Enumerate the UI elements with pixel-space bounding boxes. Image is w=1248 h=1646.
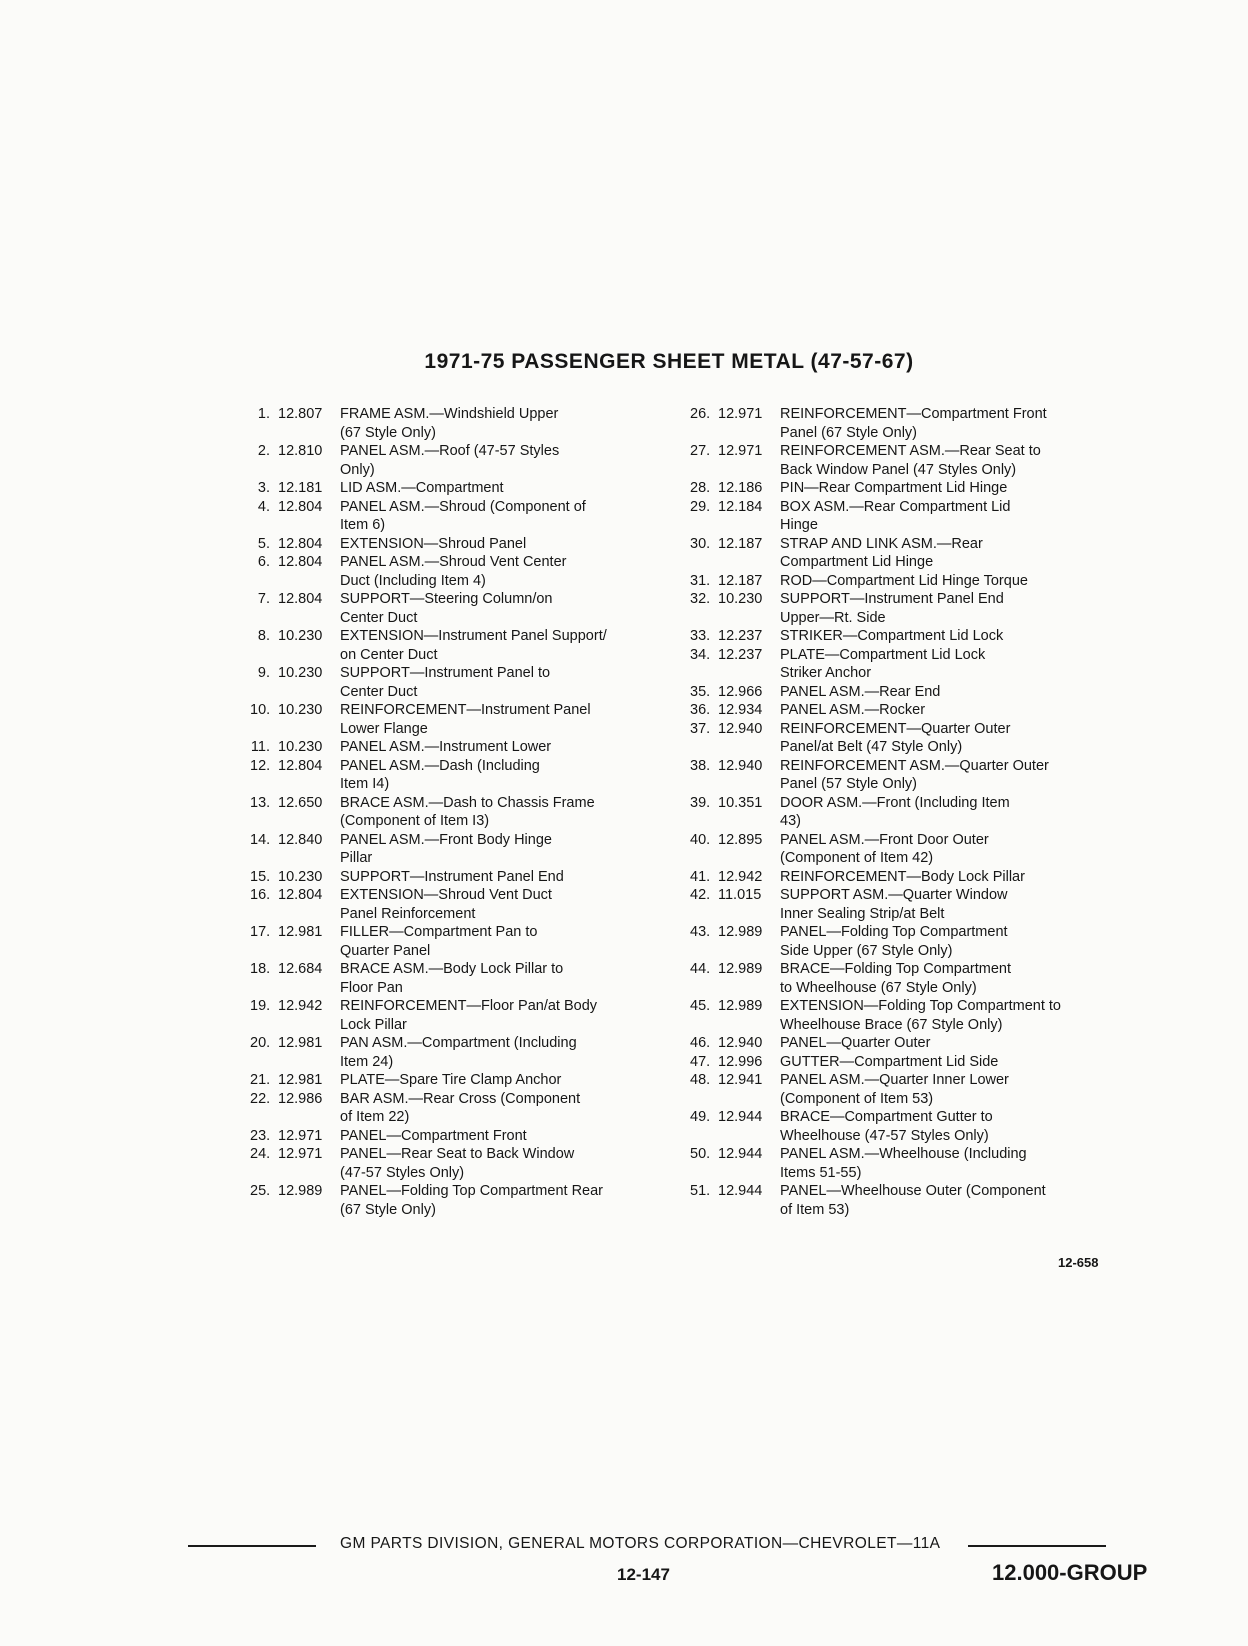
parts-list-item bbox=[690, 831, 1110, 868]
parts-list-item bbox=[250, 997, 670, 1034]
parts-list-item bbox=[250, 1034, 670, 1071]
item-group-code: 12.981 bbox=[278, 1072, 323, 1088]
parts-list-item bbox=[250, 498, 670, 535]
item-description: EXTENSION—Shroud Vent Duct Panel Reinforcement bbox=[340, 887, 552, 922]
item-group-code: 12.986 bbox=[278, 1090, 323, 1107]
item-description: PANEL—Quarter Outer bbox=[780, 1035, 931, 1051]
item-number: 19. bbox=[250, 998, 271, 1014]
item-group-code: 12.804 bbox=[278, 757, 323, 774]
parts-list-item bbox=[690, 590, 1110, 627]
item-group-code: 12.237 bbox=[718, 646, 763, 663]
item-group-code: 12.237 bbox=[718, 628, 763, 644]
parts-list-item bbox=[690, 572, 1110, 591]
item-number: 51. bbox=[690, 1183, 711, 1199]
item-description: REINFORCEMENT—Body Lock Pillar bbox=[780, 868, 1025, 885]
item-number: 3. bbox=[257, 480, 270, 496]
item-group-code: 12.942 bbox=[718, 868, 763, 885]
item-group-code: 10.230 bbox=[278, 739, 323, 755]
item-number: 27. bbox=[690, 443, 711, 459]
item-description: PANEL—Compartment Front bbox=[340, 1127, 527, 1144]
item-number: 49. bbox=[690, 1109, 711, 1125]
parts-list-item bbox=[690, 1071, 1110, 1108]
item-group-code: 10.230 bbox=[278, 628, 323, 644]
item-description: SUPPORT ASM.—Quarter Window Inner Sealing Strip/at Belt bbox=[780, 887, 1008, 922]
item-number: 32. bbox=[690, 591, 711, 607]
footer-rule-left bbox=[188, 1545, 316, 1547]
item-number: 20. bbox=[250, 1035, 271, 1051]
parts-list-item bbox=[690, 960, 1110, 997]
item-number: 9. bbox=[257, 665, 270, 681]
item-group-code: 12.934 bbox=[718, 702, 763, 718]
item-group-code: 12.941 bbox=[718, 1072, 763, 1088]
item-number: 12. bbox=[250, 757, 271, 774]
item-group-code: 12.940 bbox=[718, 757, 763, 774]
item-description: PANEL ASM.—Instrument Lower bbox=[340, 739, 552, 755]
parts-list-item bbox=[250, 553, 670, 590]
item-number: 18. bbox=[250, 961, 271, 977]
item-number: 31. bbox=[690, 572, 711, 589]
parts-list-item bbox=[690, 794, 1110, 831]
item-group-code: 12.804 bbox=[278, 498, 323, 515]
item-number: 39. bbox=[690, 794, 711, 811]
item-description: PANEL ASM.—Rear End bbox=[780, 683, 941, 700]
item-description: BRACE—Folding Top Compartment to Wheelhouse (67 Style Only) bbox=[780, 961, 1012, 996]
item-number: 34. bbox=[690, 646, 711, 663]
item-description: PANEL ASM.—Dash (Including Item I4) bbox=[340, 757, 540, 792]
item-number: 10. bbox=[250, 702, 271, 718]
item-group-code: 11.015 bbox=[718, 887, 762, 903]
parts-list-right bbox=[690, 405, 1110, 1219]
parts-list-item bbox=[690, 757, 1110, 794]
parts-list-item bbox=[690, 405, 1110, 442]
item-group-code: 12.944 bbox=[718, 1183, 763, 1199]
item-description: GUTTER—Compartment Lid Side bbox=[780, 1053, 999, 1070]
parts-list-item bbox=[250, 960, 670, 997]
parts-list-item bbox=[250, 1090, 670, 1127]
item-number: 13. bbox=[250, 794, 271, 811]
item-number: 2. bbox=[257, 443, 270, 459]
item-number: 38. bbox=[690, 757, 711, 774]
item-number: 46. bbox=[690, 1035, 711, 1051]
parts-list-item bbox=[250, 479, 670, 498]
item-number: 22. bbox=[250, 1090, 271, 1107]
item-group-code: 12.807 bbox=[278, 406, 323, 422]
item-number: 45. bbox=[690, 998, 711, 1014]
item-description: PANEL ASM.—Wheelhouse (Including Items 51-55) bbox=[780, 1146, 1027, 1181]
parts-list-item bbox=[250, 831, 670, 868]
item-description: PANEL ASM.—Shroud Vent Center Duct (Including Item 4) bbox=[340, 554, 567, 589]
parts-list-item bbox=[690, 1182, 1110, 1219]
parts-list-item bbox=[690, 720, 1110, 757]
item-number: 16. bbox=[250, 887, 271, 903]
item-group-code: 12.944 bbox=[718, 1109, 763, 1125]
parts-list-item bbox=[250, 868, 670, 887]
item-description: PAN ASM.—Compartment (Including Item 24) bbox=[340, 1035, 577, 1070]
parts-list-item bbox=[250, 1071, 670, 1090]
item-description: LID ASM.—Compartment bbox=[340, 480, 504, 496]
item-group-code: 12.966 bbox=[718, 683, 763, 700]
parts-list-left bbox=[250, 405, 670, 1219]
parts-list-item bbox=[690, 627, 1110, 646]
item-group-code: 12.810 bbox=[278, 443, 323, 459]
item-group-code: 12.181 bbox=[278, 480, 323, 496]
item-group-code: 12.187 bbox=[718, 535, 763, 552]
item-group-code: 12.989 bbox=[718, 924, 763, 940]
item-description: STRIKER—Compartment Lid Lock bbox=[780, 628, 1004, 644]
item-description: PANEL ASM.—Quarter Inner Lower (Component of Item 53) bbox=[780, 1072, 1009, 1107]
item-number: 48. bbox=[690, 1072, 711, 1088]
item-group-code: 12.989 bbox=[718, 998, 763, 1014]
parts-list-item bbox=[250, 535, 670, 554]
parts-list-item bbox=[250, 738, 670, 757]
item-number: 17. bbox=[250, 924, 271, 940]
item-group-code: 12.981 bbox=[278, 924, 323, 940]
item-description: REINFORCEMENT ASM.—Rear Seat to Back Window Panel (47 Styles Only) bbox=[780, 443, 1041, 478]
parts-list-item bbox=[690, 923, 1110, 960]
item-number: 37. bbox=[690, 720, 711, 737]
parts-list-item bbox=[250, 627, 670, 664]
item-number: 44. bbox=[690, 961, 711, 977]
item-group-code: 12.895 bbox=[718, 831, 763, 848]
parts-list-item bbox=[250, 757, 670, 794]
item-number: 14. bbox=[250, 831, 271, 848]
item-number: 47. bbox=[690, 1053, 711, 1070]
item-number: 28. bbox=[690, 480, 711, 496]
item-description: ROD—Compartment Lid Hinge Torque bbox=[780, 572, 1028, 589]
item-number: 1. bbox=[257, 406, 270, 422]
item-number: 5. bbox=[257, 535, 270, 552]
parts-list-item bbox=[690, 701, 1110, 720]
item-description: SUPPORT—Instrument Panel to Center Duct bbox=[340, 665, 551, 700]
item-description: PANEL ASM.—Shroud (Component of Item 6) bbox=[340, 498, 586, 533]
item-description: PANEL ASM.—Front Body Hinge Pillar bbox=[340, 831, 552, 866]
item-group-code: 12.186 bbox=[718, 480, 763, 496]
parts-list-item bbox=[690, 1108, 1110, 1145]
item-description: PANEL—Rear Seat to Back Window (47-57 Styles Only) bbox=[340, 1146, 575, 1181]
footer-publisher: GM PARTS DIVISION, GENERAL MOTORS CORPORATION—CHEVROLET—11A bbox=[340, 1535, 941, 1552]
item-group-code: 12.971 bbox=[718, 406, 763, 422]
item-description: FRAME ASM.—Windshield Upper (67 Style Only) bbox=[340, 406, 559, 441]
item-number: 30. bbox=[690, 535, 711, 552]
item-number: 6. bbox=[257, 554, 270, 570]
item-description: SUPPORT—Steering Column/on Center Duct bbox=[340, 591, 553, 626]
parts-list-item bbox=[250, 664, 670, 701]
item-group-code: 12.942 bbox=[278, 998, 323, 1014]
parts-list-item bbox=[690, 683, 1110, 702]
parts-list-item bbox=[250, 701, 670, 738]
item-group-code: 12.187 bbox=[718, 572, 763, 589]
item-group-code: 12.840 bbox=[278, 831, 323, 848]
item-description: BAR ASM.—Rear Cross (Component of Item 22) bbox=[340, 1090, 581, 1125]
item-group-code: 10.230 bbox=[718, 591, 763, 607]
figure-code: 12-658 bbox=[1058, 1255, 1099, 1270]
item-description: PANEL—Folding Top Compartment Side Upper (67 Style Only) bbox=[780, 924, 1008, 959]
item-number: 23. bbox=[250, 1127, 271, 1144]
item-group-code: 12.804 bbox=[278, 887, 323, 903]
item-number: 24. bbox=[250, 1146, 271, 1162]
item-number: 43. bbox=[690, 924, 711, 940]
item-group-code: 12.184 bbox=[718, 498, 763, 515]
parts-list-item bbox=[250, 923, 670, 960]
item-description: PLATE—Spare Tire Clamp Anchor bbox=[340, 1072, 562, 1088]
item-number: 4. bbox=[257, 498, 270, 515]
item-description: BRACE ASM.—Dash to Chassis Frame (Component of Item I3) bbox=[340, 794, 595, 829]
item-group-code: 12.971 bbox=[278, 1146, 323, 1162]
parts-list-item bbox=[250, 886, 670, 923]
item-group-code: 12.804 bbox=[278, 554, 323, 570]
parts-list-item bbox=[690, 646, 1110, 683]
item-number: 42. bbox=[690, 887, 711, 903]
item-group-code: 12.971 bbox=[718, 443, 763, 459]
page-number: 12-147 bbox=[617, 1565, 670, 1584]
item-description: EXTENSION—Folding Top Compartment to Wheelhouse Brace (67 Style Only) bbox=[780, 998, 1061, 1033]
parts-list-item bbox=[690, 1145, 1110, 1182]
item-number: 36. bbox=[690, 702, 711, 718]
item-number: 29. bbox=[690, 498, 711, 515]
page-title: 1971-75 PASSENGER SHEET METAL (47-57-67) bbox=[424, 350, 914, 373]
parts-list-item bbox=[690, 868, 1110, 887]
footer-rule-right bbox=[968, 1545, 1106, 1547]
item-description: SUPPORT—Instrument Panel End Upper—Rt. Side bbox=[780, 591, 1004, 626]
item-group-code: 12.971 bbox=[278, 1127, 323, 1144]
parts-list-item bbox=[690, 498, 1110, 535]
item-number: 26. bbox=[690, 406, 711, 422]
parts-list-item bbox=[690, 997, 1110, 1034]
parts-list-item bbox=[690, 442, 1110, 479]
item-group-code: 10.230 bbox=[278, 868, 323, 885]
item-description: REINFORCEMENT—Quarter Outer Panel/at Belt (47 Style Only) bbox=[780, 720, 1011, 755]
item-group-code: 10.351 bbox=[718, 794, 763, 811]
parts-list-item bbox=[690, 886, 1110, 923]
item-number: 25. bbox=[250, 1183, 271, 1199]
item-description: PANEL ASM.—Rocker bbox=[780, 702, 926, 718]
item-number: 15. bbox=[250, 868, 271, 885]
item-number: 8. bbox=[257, 628, 270, 644]
item-description: SUPPORT—Instrument Panel End bbox=[340, 868, 564, 885]
parts-list-item bbox=[250, 1182, 670, 1219]
item-description: EXTENSION—Instrument Panel Support/ on Center Duct bbox=[340, 628, 607, 663]
item-group-code: 12.989 bbox=[718, 961, 763, 977]
item-description: BRACE ASM.—Body Lock Pillar to Floor Pan bbox=[340, 961, 564, 996]
item-description: REINFORCEMENT—Compartment Front Panel (67 Style Only) bbox=[780, 406, 1047, 441]
item-description: PIN—Rear Compartment Lid Hinge bbox=[780, 480, 1008, 496]
parts-list-item bbox=[250, 590, 670, 627]
group-label: 12.000-GROUP bbox=[992, 1560, 1148, 1585]
item-number: 21. bbox=[250, 1072, 271, 1088]
item-description: REINFORCEMENT—Floor Pan/at Body Lock Pillar bbox=[340, 998, 598, 1033]
item-group-code: 10.230 bbox=[278, 665, 323, 681]
item-group-code: 10.230 bbox=[278, 702, 323, 718]
parts-list-item bbox=[250, 1127, 670, 1146]
item-number: 40. bbox=[690, 831, 711, 848]
item-description: PANEL ASM.—Front Door Outer (Component of Item 42) bbox=[780, 831, 989, 866]
parts-list-item bbox=[690, 1034, 1110, 1053]
item-group-code: 12.940 bbox=[718, 1035, 763, 1051]
item-group-code: 12.804 bbox=[278, 535, 323, 552]
item-description: STRAP AND LINK ASM.—Rear Compartment Lid Hinge bbox=[780, 535, 983, 570]
item-number: 50. bbox=[690, 1146, 711, 1162]
parts-list-item bbox=[690, 1053, 1110, 1072]
item-description: FILLER—Compartment Pan to Quarter Panel bbox=[340, 924, 538, 959]
item-description: PANEL ASM.—Roof (47-57 Styles Only) bbox=[340, 443, 560, 478]
item-description: PANEL—Folding Top Compartment Rear (67 Style Only) bbox=[340, 1183, 603, 1218]
item-group-code: 12.684 bbox=[278, 961, 323, 977]
item-number: 41. bbox=[690, 868, 711, 885]
parts-list-item bbox=[250, 1145, 670, 1182]
item-group-code: 12.996 bbox=[718, 1053, 763, 1070]
parts-list-item bbox=[250, 405, 670, 442]
item-description: PLATE—Compartment Lid Lock Striker Anchor bbox=[780, 646, 986, 681]
item-description: BOX ASM.—Rear Compartment Lid Hinge bbox=[780, 498, 1011, 533]
item-number: 11. bbox=[250, 739, 270, 755]
item-group-code: 12.804 bbox=[278, 591, 323, 607]
item-description: BRACE—Compartment Gutter to Wheelhouse (47-57 Styles Only) bbox=[780, 1109, 993, 1144]
parts-list-item bbox=[690, 479, 1110, 498]
item-group-code: 12.989 bbox=[278, 1183, 323, 1199]
item-number: 7. bbox=[257, 591, 270, 607]
parts-list-item bbox=[250, 442, 670, 479]
item-group-code: 12.944 bbox=[718, 1146, 763, 1162]
item-group-code: 12.940 bbox=[718, 720, 763, 737]
item-description: REINFORCEMENT ASM.—Quarter Outer Panel (57 Style Only) bbox=[780, 757, 1049, 792]
item-group-code: 12.650 bbox=[278, 794, 323, 811]
parts-list-item bbox=[250, 794, 670, 831]
item-number: 35. bbox=[690, 683, 711, 700]
item-description: EXTENSION—Shroud Panel bbox=[340, 535, 527, 552]
item-description: PANEL—Wheelhouse Outer (Component of Item 53) bbox=[780, 1183, 1046, 1218]
item-group-code: 12.981 bbox=[278, 1035, 323, 1051]
item-description: DOOR ASM.—Front (Including Item 43) bbox=[780, 794, 1010, 829]
item-number: 33. bbox=[690, 628, 711, 644]
parts-list-item bbox=[690, 535, 1110, 572]
item-description: REINFORCEMENT—Instrument Panel Lower Flange bbox=[340, 702, 591, 737]
